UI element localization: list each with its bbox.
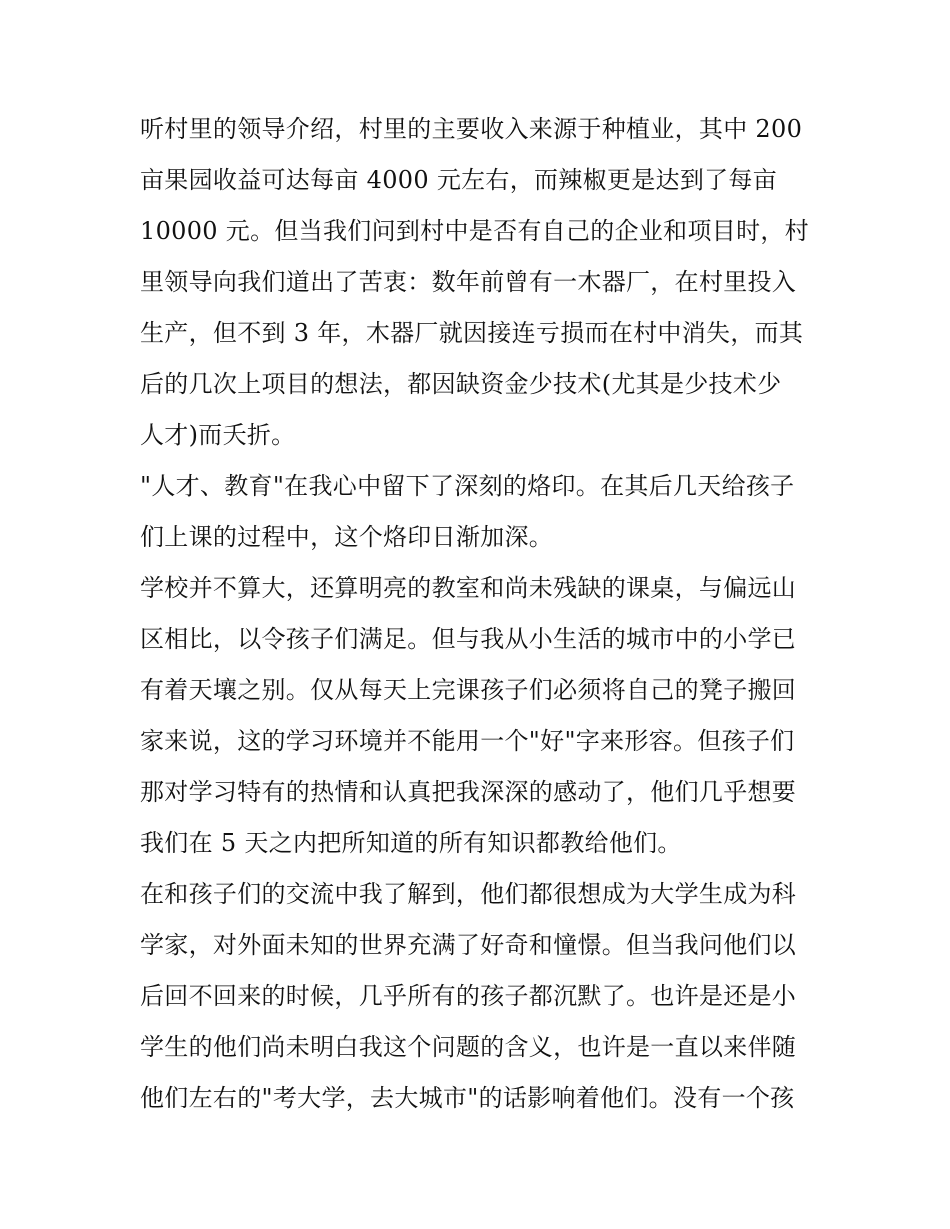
text-line: 他们左右的"考大学，去大城市"的话影响着他们。没有一个孩 <box>140 1084 795 1112</box>
text-line: 有着天壤之别。仅从每天上完课孩子们必须将自己的凳子搬回 <box>140 676 797 704</box>
text-line: 亩果园收益可达每亩 4000 元左右，而辣椒更是达到了每亩 <box>140 166 778 194</box>
text-line: 听村里的领导介绍，村里的主要收入来源于种植业，其中 200 <box>140 115 803 143</box>
paragraph-talent-education <box>140 461 820 563</box>
text-line: 后的几次上项目的想法，都因缺资金少技术(尤其是少技术少 <box>140 370 782 398</box>
text-line: 区相比，以令孩子们满足。但与我从小生活的城市中的小学已 <box>140 625 797 653</box>
text-line: 在和孩子们的交流中我了解到，他们都很想成为大学生成为科 <box>140 880 797 908</box>
text-line: "人才、教育"在我心中留下了深刻的烙印。在其后几天给孩子 <box>140 472 795 500</box>
paragraph-village-income <box>140 104 820 461</box>
text-line: 那对学习特有的热情和认真把我深深的感动了，他们几乎想要 <box>140 778 797 806</box>
text-line: 里领导向我们道出了苦衷：数年前曾有一木器厂，在村里投入 <box>140 268 797 296</box>
text-line: 学生的他们尚未明白我这个问题的含义，也许是一直以来伴随 <box>140 1033 797 1061</box>
text-line: 后回不回来的时候，几乎所有的孩子都沉默了。也许是还是小 <box>140 982 797 1010</box>
document-body <box>140 104 820 1124</box>
text-line: 学校并不算大，还算明亮的教室和尚未残缺的课桌，与偏远山 <box>140 574 797 602</box>
text-line: 生产，但不到 3 年，木器厂就因接连亏损而在村中消失，而其 <box>140 319 804 347</box>
text-line: 人才)而夭折。 <box>140 421 296 449</box>
text-line: 我们在 5 天之内把所知道的所有知识都教给他们。 <box>140 829 682 857</box>
text-line: 10000 元。但当我们问到村中是否有自己的企业和项目时，村 <box>140 217 809 245</box>
text-line: 家来说，这的学习环境并不能用一个"好"字来形容。但孩子们 <box>140 727 795 755</box>
text-line: 们上课的过程中，这个烙印日渐加深。 <box>140 523 554 551</box>
paragraph-school <box>140 563 820 869</box>
text-line: 学家，对外面未知的世界充满了好奇和憧憬。但当我问他们以 <box>140 931 797 959</box>
paragraph-children-dreams <box>140 869 820 1124</box>
